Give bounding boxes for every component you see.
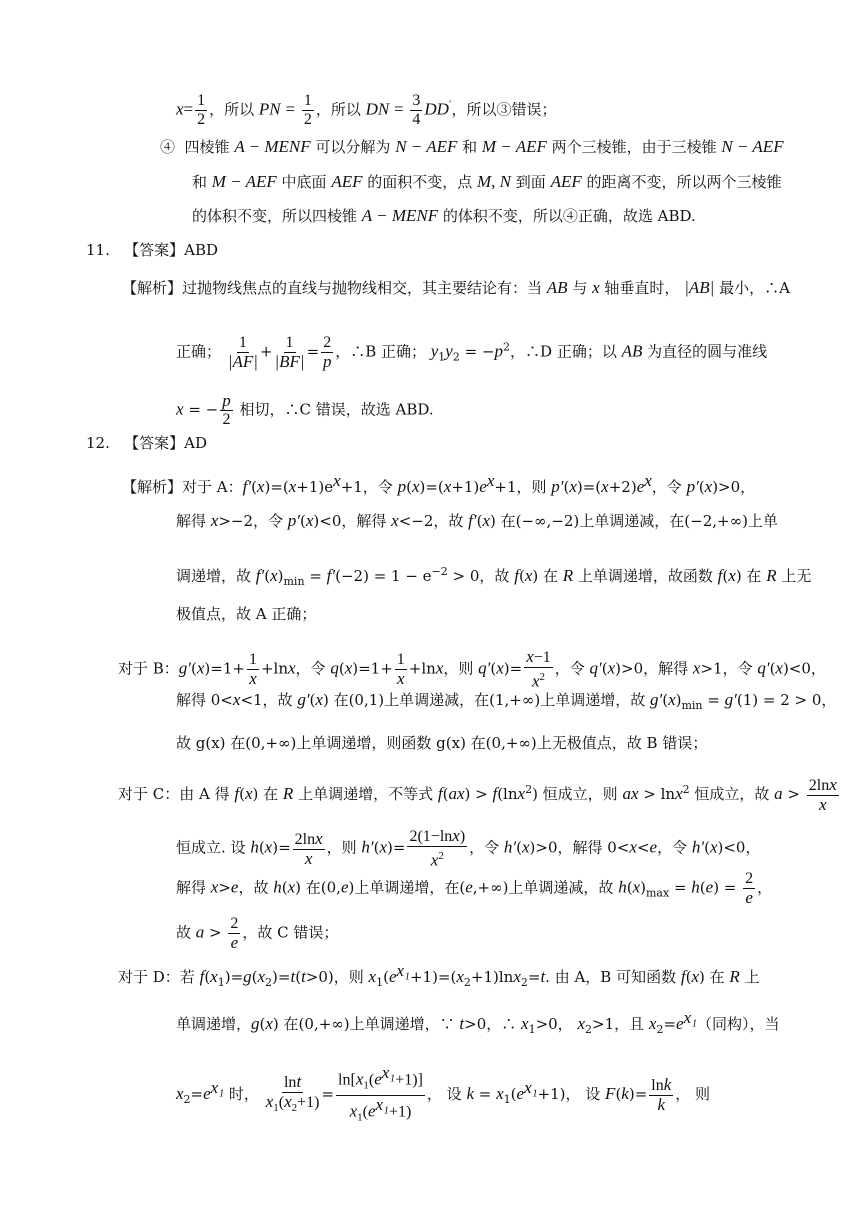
q12-c-line4: 故 a > $\frac{2}{e}$ ，故 C 错误；	[176, 915, 339, 952]
q12-c-line3: 解得 x>e，故 h(x) 在(0,e)上单调递增，在(e,+∞)上单调递减，故 $h(x)_{max} = h(e)$ = $\frac{2}{e}$ ，	[176, 870, 773, 907]
q12-b-line3: 故 g(x) 在(0,+∞)上单调递增，则函数 g(x) 在(0,+∞)上无极值点，故 B 错误；	[176, 734, 708, 752]
q12-c-line1: 对于 C：由 A 得 f(x) 在 R 上单调递增，不等式 f(ax) > f(lnx$^2$) 恒成立，则 ax > lnx$^2$ 恒成立，故 a > $\frac{2\ln x}{x}$	[118, 775, 837, 814]
q12-d-line3: $x_2=e^{x_1}$ 时， $\frac{\ln t}{x_1(x_2+1)}$ = $\frac{\ln[x_1(e^{x_1}+1)]}{x_1(e^{x_1}+1)}$ ， 设 $k = x_1(e^{x_1}+1)$， 设 F(k)= $\frac{\ln k}{k}$ ， 则	[176, 1063, 711, 1124]
q12-b-line1: 对于 B：g′(x)=1+ $\frac{1}{x}$ +lnx，令 q(x)=1+ $\frac{1}{x}$ +lnx，则 q′(x)= $\frac{x-1}{x^2}$ ，令 q′(x)>0，解得 x>1，令 q′(x)<0，	[118, 647, 826, 691]
q12-b-line2: 解得 0<x<1，故 g′(x) 在(0,1)上单调递减，在(1,+∞)上单调递增，故 $g'(x)_{min} = g'(1) = 2 > 0$，	[176, 690, 837, 712]
item4-line1: ④ 四棱锥 A − MENF 可以分解为 N − AEF 和 M − AEF 两个三棱锥，由于三棱锥 N − AEF	[160, 137, 784, 156]
q12-a-line1: 【解析】对于 A：$f'(x)=(x+1)e^x+1$，令 $p(x)=(x+1)e^x+1$，则 $p'(x)=(x+2)e^x$，令 p′(x)>0，	[122, 471, 756, 496]
q12-a-line2: 解得 x>−2，令 p′(x)<0，解得 x<−2，故 f′(x) 在(−∞,−2)上单调递减，在(−2,+∞)上单	[176, 511, 778, 530]
q11-answer: 11. 【答案】ABD	[86, 241, 219, 259]
q12-c-line2: 恒成立. 设 h(x)= $\frac{2\ln x}{x}$ ，则 h′(x)= $\frac{2(1-\ln x)}{x^2}$ ，令 h′(x)>0，解得 0<x<e，令 h′(x)<0，	[176, 826, 761, 870]
item4-line2: 和 M − AEF 中底面 AEF 的面积不变，点 M, N 到面 AEF 的距离不变，所以两个三棱锥	[192, 172, 782, 191]
q12-d-line1: 对于 D：若 $f(x_1)=g(x_2)=t(t>0)$，则 $x_1(e^{x_1}+1)=(x_2+1)\ln x_2=t$. 由 A，B 可知函数 f(x) 在 R 上	[118, 961, 760, 989]
q11-analysis-line1: 【解析】过抛物线焦点的直线与抛物线相交，其主要结论有：当 AB 与 x 轴垂直时， |AB| 最小，∴A	[122, 278, 790, 297]
q12-answer: 12. 【答案】AD	[86, 434, 208, 452]
q11-analysis-line3: x = − $\frac{p}{2}$ 相切，∴C 错误，故选 ABD.	[176, 391, 434, 428]
q12-a-line4: 极值点，故 A 正确；	[176, 605, 317, 623]
q12-a-line3: 调递增，故 $f'(x)_{min} = f'(-2) = 1 - e^{-2} > 0$，故 f(x) 在 R 上单调递增，故函数 f(x) 在 R 上无	[176, 565, 812, 588]
q11-analysis-line2: 正确； $\frac{1}{|AF|}$ + $\frac{1}{|BF|}$ = $\frac{2}{p}$ ，∴B 正确； $y_1y_2 = -p^2$，∴D 正确；以 AB 为直径的圆与准线	[176, 334, 768, 371]
item4-line3: 的体积不变，所以四棱锥 A − MENF 的体积不变，所以④正确，故选 ABD.	[192, 206, 696, 225]
prev-line: x= $\frac{1}{2}$ ，所以 PN = $\frac{1}{2}$ ，所以 DN = $\frac{3}{4}$ DD′，所以③错误；	[176, 92, 557, 128]
q12-d-line2: 单调递增，g(x) 在(0,+∞)上单调递增，∵ t>0，∴ $x_1>0$， $x_2>1$，且 $x_2=e^{x_1}$（同构），当	[176, 1008, 780, 1036]
